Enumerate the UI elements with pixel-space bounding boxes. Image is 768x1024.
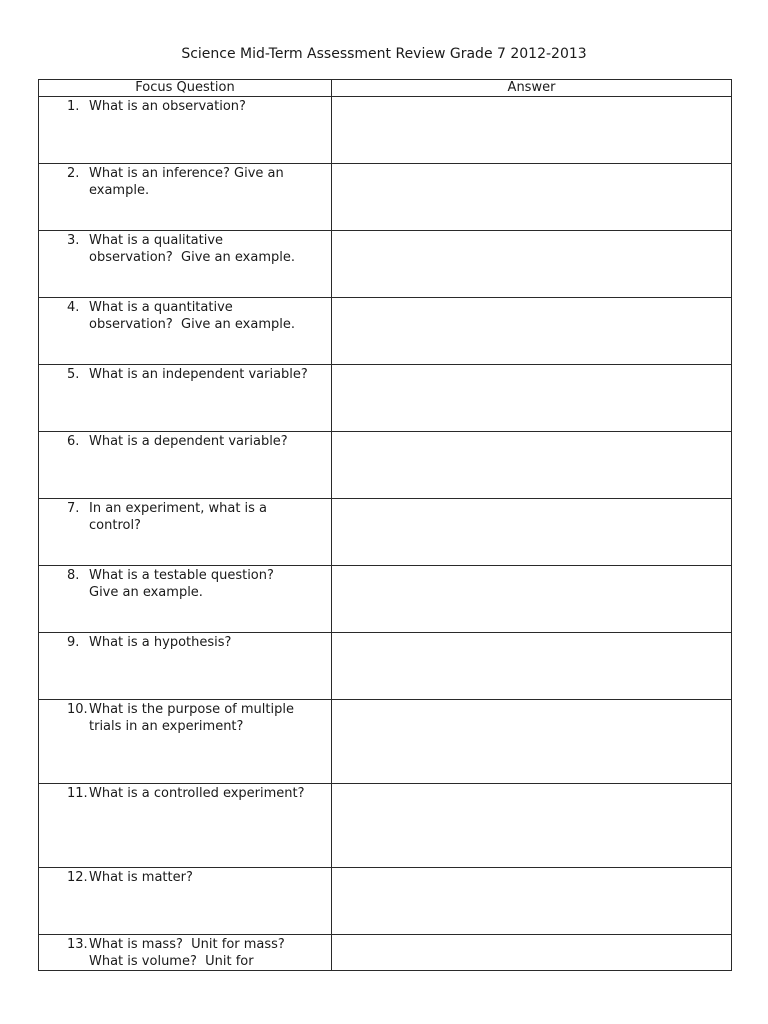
- table-row: [39, 935, 732, 971]
- question-cell: [39, 298, 332, 365]
- table-row: [39, 298, 732, 365]
- table-row: [39, 499, 732, 566]
- question-text: What is a qualitative observation? Give an example.: [89, 233, 295, 265]
- question-cell: [39, 868, 332, 935]
- answer-cell[interactable]: [332, 432, 732, 499]
- table-header-row: [39, 80, 732, 97]
- answer-cell[interactable]: [332, 633, 732, 700]
- question-number: 9.: [67, 635, 80, 650]
- question-text: What is an inference? Give an example.: [89, 166, 284, 198]
- focus-question-header: Focus Question: [39, 80, 332, 97]
- question-text: What is an observation?: [89, 99, 246, 114]
- table-row: [39, 566, 732, 633]
- answer-cell[interactable]: [332, 499, 732, 566]
- question-text: In an experiment, what is a control?: [89, 501, 268, 533]
- question-text: What is an independent variable?: [89, 367, 308, 382]
- question-cell: [39, 935, 332, 971]
- review-table: [38, 79, 732, 971]
- question-number: 4.: [67, 300, 80, 315]
- answer-header: Answer: [332, 80, 732, 97]
- answer-cell[interactable]: [332, 784, 732, 868]
- question-number: 1.: [67, 99, 80, 114]
- question-number: 11.: [67, 786, 88, 801]
- page-title: Science Mid-Term Assessment Review Grade 7 2012-2013: [181, 46, 587, 62]
- question-cell: [39, 365, 332, 432]
- table-row: [39, 700, 732, 784]
- question-cell: [39, 164, 332, 231]
- question-text: What is the purpose of multiple trials in an experiment?: [89, 702, 294, 734]
- question-text: What is matter?: [89, 870, 193, 885]
- question-number: 5.: [67, 367, 80, 382]
- answer-cell[interactable]: [332, 97, 732, 164]
- table-row: [39, 633, 732, 700]
- question-cell: [39, 700, 332, 784]
- answer-cell[interactable]: [332, 700, 732, 784]
- question-cell: [39, 432, 332, 499]
- answer-cell[interactable]: [332, 365, 732, 432]
- answer-cell[interactable]: [332, 231, 732, 298]
- question-text: What is a quantitative observation? Give an example.: [89, 300, 295, 332]
- answer-cell[interactable]: [332, 935, 732, 971]
- question-number: 7.: [67, 501, 80, 516]
- table-row: [39, 97, 732, 164]
- question-number: 12.: [67, 870, 88, 885]
- question-number: 3.: [67, 233, 80, 248]
- question-number: 13.: [67, 937, 88, 952]
- question-cell: [39, 633, 332, 700]
- answer-cell[interactable]: [332, 566, 732, 633]
- question-number: 8.: [67, 568, 80, 583]
- table-row: [39, 784, 732, 868]
- question-cell: [39, 499, 332, 566]
- question-text: What is a dependent variable?: [89, 434, 288, 449]
- question-number: 6.: [67, 434, 80, 449]
- table-row: [39, 231, 732, 298]
- answer-cell[interactable]: [332, 164, 732, 231]
- question-text: What is a testable question? Give an example.: [89, 568, 274, 600]
- table-row: [39, 432, 732, 499]
- question-cell: [39, 566, 332, 633]
- answer-cell[interactable]: [332, 298, 732, 365]
- table-row: [39, 868, 732, 935]
- question-number: 10.: [67, 702, 88, 717]
- question-cell: [39, 97, 332, 164]
- question-text: What is mass? Unit for mass? What is volume? Unit for: [89, 937, 285, 969]
- table-row: [39, 365, 732, 432]
- question-cell: [39, 784, 332, 868]
- question-number: 2.: [67, 166, 80, 181]
- table-row: [39, 164, 732, 231]
- question-text: What is a hypothesis?: [89, 635, 232, 650]
- answer-cell[interactable]: [332, 868, 732, 935]
- question-text: What is a controlled experiment?: [89, 786, 305, 801]
- question-cell: [39, 231, 332, 298]
